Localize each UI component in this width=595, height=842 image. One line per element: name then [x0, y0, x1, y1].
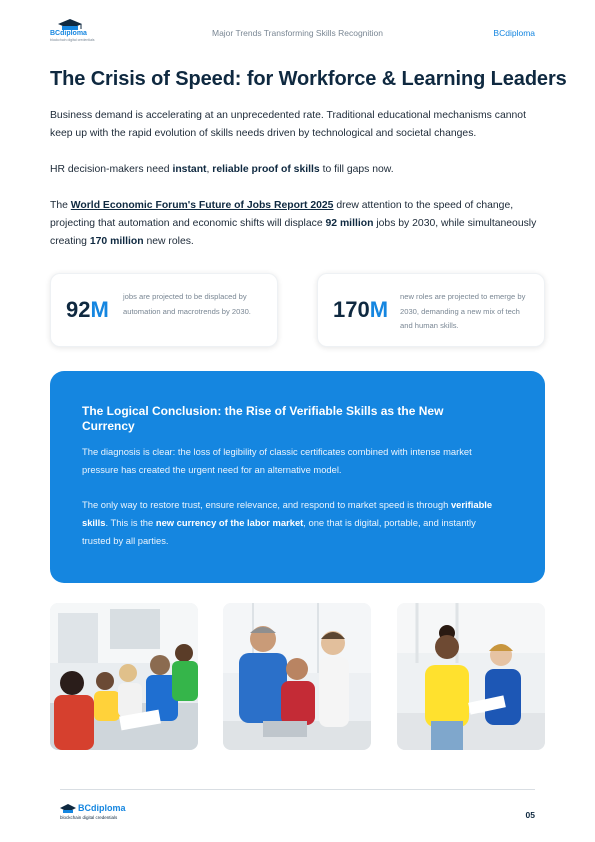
office-team-image — [223, 603, 371, 750]
wef-report-link[interactable]: World Economic Forum's Future of Jobs Report 2025 — [70, 200, 334, 211]
team-photo-3 — [397, 603, 545, 750]
bold-new-currency: new currency of the labor market — [155, 517, 304, 528]
text-span: , one that is digital, portable, and instantly trusted by all parties. — [82, 517, 476, 546]
team-photo-1 — [50, 603, 198, 750]
stat-unit: M — [369, 297, 389, 322]
stat-value: 92 — [66, 297, 91, 322]
team-meeting-image — [50, 603, 198, 750]
header-logo-text: BCdiploma — [50, 30, 87, 37]
text-span: to fill gaps now. — [319, 164, 394, 175]
text-span: The only way to restore trust, ensure relevance, and respond to market speed is through — [82, 499, 451, 510]
footer-logo-tagline: blockchain digital credentials — [60, 815, 118, 820]
stat-number — [333, 297, 388, 323]
footer-logo-text: BCdiploma — [78, 803, 126, 813]
stat-number — [66, 297, 109, 323]
conclusion-box — [50, 371, 545, 583]
stat-value: 170 — [333, 297, 370, 322]
bold-instant: instant — [172, 164, 207, 175]
page-header — [0, 0, 595, 60]
stat-description: new roles are projected to emerge by 2030, demanding a new mix of tech and human skills. — [400, 292, 526, 330]
stat-unit: M — [90, 297, 109, 322]
text-span: HR decision-makers need — [50, 164, 173, 175]
bold-92-million: 92 million — [325, 218, 374, 229]
text-span: , — [206, 164, 213, 175]
conclusion-title: The Logical Conclusion: the Rise of Verifiable Skills as the New Currency — [82, 404, 444, 433]
stat-card-displaced — [50, 273, 278, 347]
conclusion-paragraph-2 — [82, 496, 502, 550]
header-brand: BCdiploma — [493, 28, 535, 38]
intro-paragraph: Business demand is accelerating at an unprecedented rate. Traditional educational mechanisms cannot keep up with the rapid evolution of skills needs driven by technological and societal changes. — [50, 110, 526, 139]
text-span: jobs by 2030, while simultaneously creating — [50, 218, 537, 247]
header-title: Major Trends Transforming Skills Recognition — [211, 28, 383, 38]
text-span: . This is the — [105, 517, 156, 528]
bold-170-million: 170 million — [89, 236, 144, 247]
page-title: The Crisis of Speed: for Workforce & Learning Leaders — [50, 68, 567, 90]
team-photo-2 — [223, 603, 371, 750]
stat-card-created — [317, 273, 545, 347]
text-span: The — [50, 200, 71, 211]
hr-paragraph — [50, 161, 550, 179]
footer-divider — [60, 789, 535, 790]
header-logo-tagline: blockchain digital credentials — [50, 38, 95, 42]
stat-description: jobs are projected to be displaced by automation and macrotrends by 2030. — [123, 292, 251, 316]
colleagues-image — [397, 603, 545, 750]
text-span: drew attention to the speed of change, projecting that automation and economic shifts will displace — [50, 200, 514, 229]
page-number: 05 — [525, 810, 535, 820]
wef-paragraph — [50, 197, 550, 251]
bold-reliable-proof: reliable proof of skills — [212, 164, 320, 175]
conclusion-paragraph-1: The diagnosis is clear: the loss of legibility of classic certificates combined with intense market pressure has created the urgent need for an alternative model. — [82, 446, 472, 475]
bold-verifiable-skills: verifiable skills — [82, 499, 493, 528]
text-span: new roles. — [143, 236, 194, 247]
